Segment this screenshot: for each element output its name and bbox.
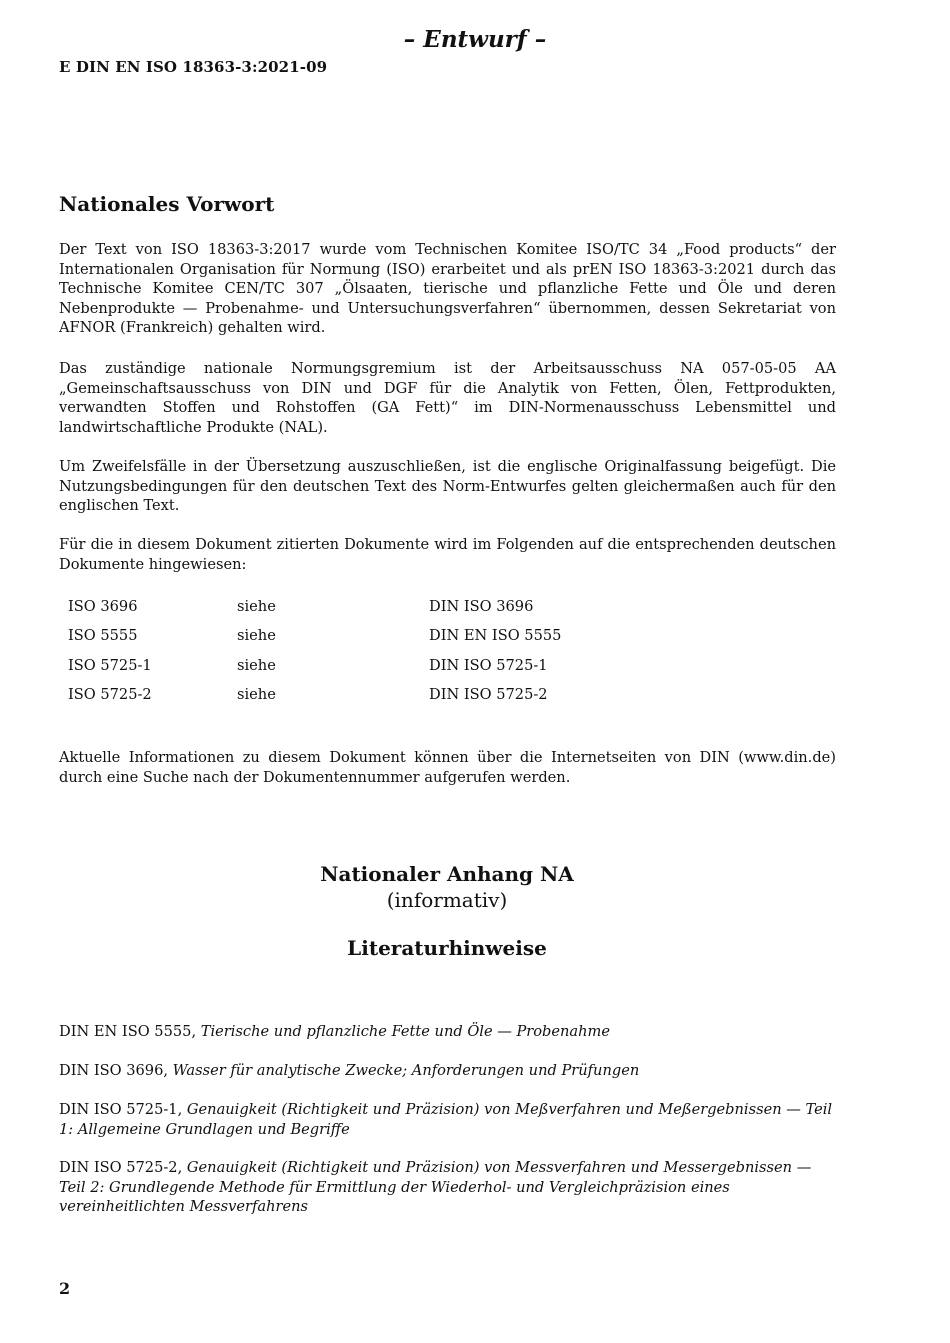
din-reference: DIN ISO 5725-2 xyxy=(429,686,548,704)
literature-heading: Literaturhinweise xyxy=(347,936,547,960)
literature-title: Tierische und pflanzliche Fette und Öle — Probenahme xyxy=(200,1023,611,1040)
literature-title: Genauigkeit (Richtigkeit und Präzision) von Meßverfahren und Meßergebnissen — Teil 1: Allgemeine Grundlagen und Begriffe xyxy=(59,1101,833,1138)
iso-reference: ISO 5725-1 xyxy=(68,656,152,674)
din-reference: DIN ISO 5725-1 xyxy=(429,656,548,674)
din-reference: DIN EN ISO 5555 xyxy=(429,627,562,645)
din-reference: DIN ISO 3696 xyxy=(429,598,534,616)
literature-ref: DIN ISO 5725-2, xyxy=(59,1159,187,1176)
table-row xyxy=(68,592,729,621)
page-number: 2 xyxy=(59,1279,71,1298)
literature-entry xyxy=(59,1158,836,1217)
literature-ref: DIN EN ISO 5555, xyxy=(59,1023,201,1040)
literature-entry xyxy=(59,1061,836,1081)
annex-subtitle: (informativ) xyxy=(386,888,508,912)
see-label: siehe xyxy=(237,656,276,674)
foreword-paragraph-3: Um Zweifelsfälle in der Übersetzung auszuschließen, ist die englische Originalfassung beigefügt. Die Nutzungsbedingungen für den deutschen Text des Norm-Entwurfes gelten gleichermaßen auch für den englischen Text. xyxy=(59,458,836,515)
literature-entry xyxy=(59,1022,836,1042)
document-id: E DIN EN ISO 18363-3:2021-09 xyxy=(59,58,328,76)
annex-title: Nationaler Anhang NA xyxy=(320,862,574,886)
iso-reference: ISO 5725-2 xyxy=(68,686,152,704)
table-row xyxy=(68,651,729,680)
foreword-heading: Nationales Vorwort xyxy=(59,192,275,216)
iso-reference: ISO 5555 xyxy=(68,627,138,645)
iso-reference: ISO 3696 xyxy=(68,598,138,616)
see-label: siehe xyxy=(237,686,276,704)
see-label: siehe xyxy=(237,598,276,616)
see-label: siehe xyxy=(237,627,276,645)
literature-entry xyxy=(59,1100,836,1139)
foreword-paragraph-2: Das zuständige nationale Normungsgremium ist der Arbeitsausschuss NA 057-05-05 AA „Gemeinschaftsausschuss von DIN und DGF für die Analytik von Fetten, Ölen, Fettprodukten, verwandten Stoffen und Rohstoffen (GA Fett)“ im DIN-Normenausschuss Lebensmittel und landwirtschaftliche Produkte (NAL). xyxy=(59,360,836,436)
literature-title: Wasser für analytische Zwecke; Anforderungen und Prüfungen xyxy=(172,1062,640,1079)
foreword-closing-paragraph: Aktuelle Informationen zu diesem Dokument können über die Internetseiten von DIN (www.din.de) durch eine Suche nach der Dokumentennummer aufgerufen werden. xyxy=(59,749,836,786)
draft-watermark-label: – Entwurf – xyxy=(403,26,547,53)
literature-ref: DIN ISO 3696, xyxy=(59,1062,173,1079)
foreword-paragraph-1: Der Text von ISO 18363-3:2017 wurde vom Technischen Komitee ISO/TC 34 „Food products“ der Internationalen Organisation für Normung (ISO) erarbeitet und als prEN ISO 18363-3:2021 durch das Technische Komitee CEN/TC 307 „Ölsaaten, tierische und pflanzliche Fette und Öle und deren Nebenprodukte — Probenahme- und Untersuchungsverfahren“ übernommen, dessen Sekretariat von AFNOR (Frankreich) gehalten wird. xyxy=(59,241,836,337)
reference-table xyxy=(68,592,729,709)
table-row xyxy=(68,621,729,650)
table-row xyxy=(68,680,729,709)
foreword-paragraph-4: Für die in diesem Dokument zitierten Dokumente wird im Folgenden auf die entsprechenden deutschen Dokumente hingewiesen: xyxy=(59,536,836,573)
literature-ref: DIN ISO 5725-1, xyxy=(59,1101,187,1118)
literature-title: Genauigkeit (Richtigkeit und Präzision) von Messverfahren und Messergebnissen — Teil 2: Grundlegende Methode für Ermittlung der Wiederhol- und Vergleichpräzision eines vereinheitlichten Messverfahrens xyxy=(59,1159,812,1216)
